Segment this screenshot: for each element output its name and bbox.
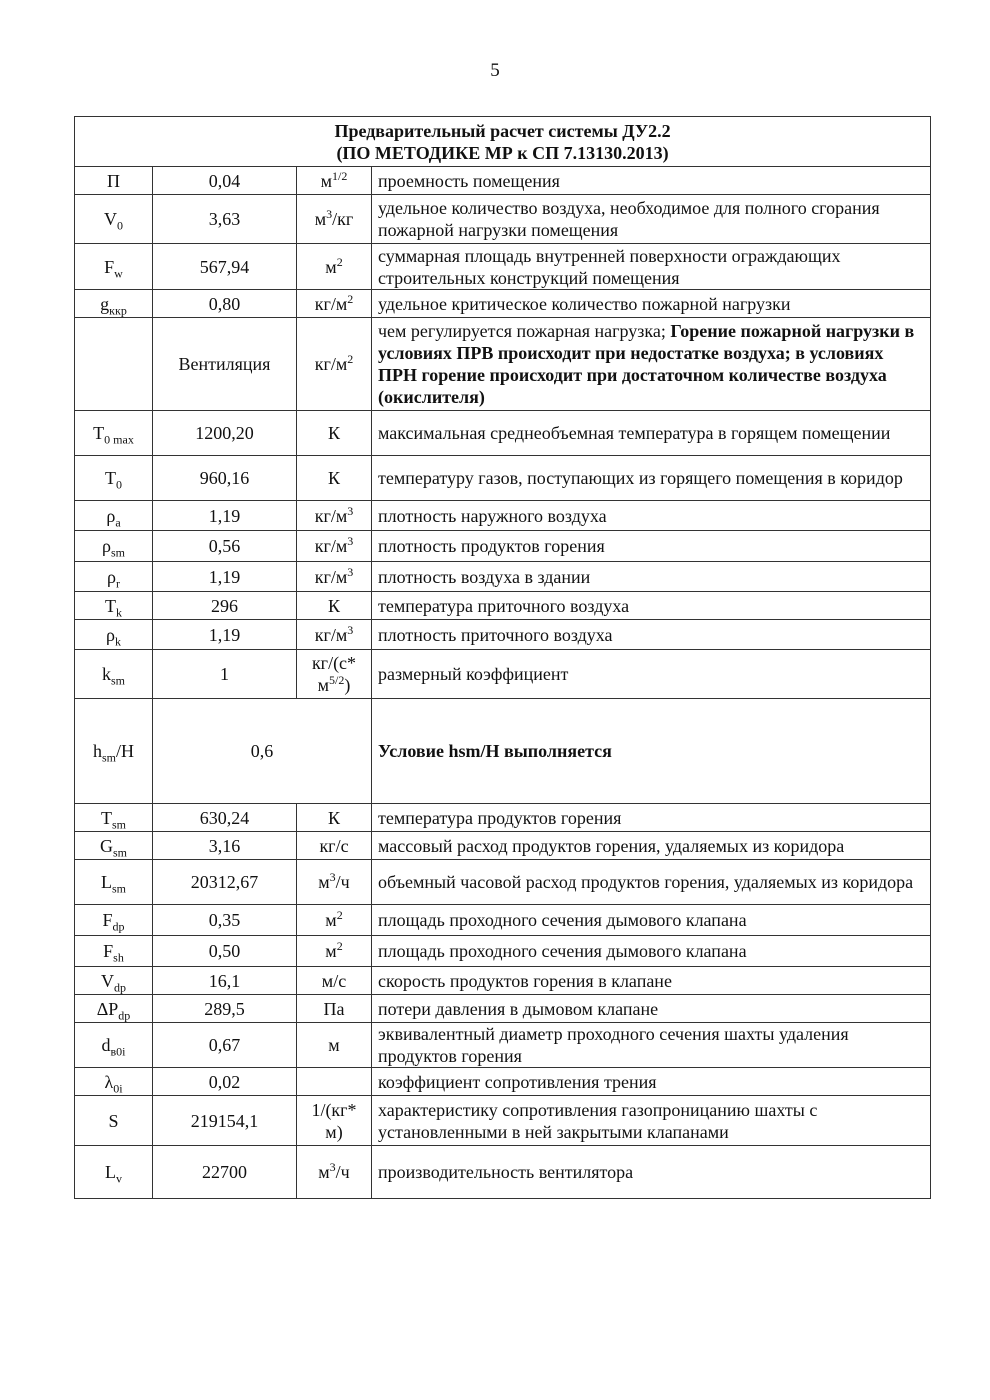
table-row (75, 1023, 931, 1068)
unit-tail: /ч (335, 1162, 350, 1182)
description-cell (372, 967, 931, 995)
symbol-subscript: sh (113, 950, 124, 965)
table-row (75, 456, 931, 501)
table-row (75, 620, 931, 650)
table-row (75, 501, 931, 531)
unit-text: кг/м (314, 293, 348, 314)
unit-cell (297, 650, 372, 699)
symbol-subscript: ккр (109, 303, 127, 318)
table-row (75, 995, 931, 1023)
symbol-text: V (104, 209, 117, 229)
table-row (75, 1096, 931, 1146)
symbol-cell (75, 967, 153, 995)
unit-superscript: 2 (336, 939, 343, 953)
unit-cell (297, 167, 372, 195)
symbol-subscript: r (115, 576, 120, 591)
unit-text: К (327, 595, 340, 616)
symbol-cell (75, 936, 153, 967)
unit-cell (297, 1096, 372, 1146)
description-text: максимальная среднеобъемная температура в горящем помещении (378, 423, 891, 443)
symbol-text: T (105, 595, 116, 616)
symbol-text: S (108, 1110, 119, 1131)
unit-text: м (328, 1035, 340, 1055)
unit-cell (297, 860, 372, 905)
symbol-subscript: sm (111, 881, 126, 896)
symbol-cell (75, 620, 153, 650)
symbol-subscript: a (115, 515, 121, 530)
symbol-cell (75, 501, 153, 531)
value-cell: 1200,20 (153, 411, 297, 456)
table-row (75, 699, 931, 804)
description-cell (372, 936, 931, 967)
unit-superscript: 3 (347, 503, 354, 518)
unit-superscript: 5/2 (329, 673, 345, 687)
unit-text: кг/м (314, 536, 348, 556)
unit-tail: /кг (332, 209, 354, 229)
unit-superscript: 3 (326, 207, 333, 221)
unit-superscript: 3 (329, 1160, 336, 1174)
symbol-cell (75, 244, 153, 290)
unit-text: м (314, 209, 327, 229)
symbol-subscript: sm (111, 817, 126, 832)
unit-cell (297, 995, 372, 1023)
description-cell (372, 905, 931, 936)
symbol-cell (75, 592, 153, 620)
unit-superscript: 1/2 (332, 168, 348, 183)
description-text: объемный часовой расход продуктов горения, удаляемых из коридора (378, 872, 914, 892)
value-cell: 0,50 (153, 936, 297, 967)
description-cell (372, 995, 931, 1023)
unit-text: кг/(с* м (311, 653, 357, 695)
symbol-text: ρ (106, 505, 116, 526)
description-cell (372, 1146, 931, 1199)
description-text: плотность продуктов горения (378, 536, 605, 556)
description-cell (372, 290, 931, 318)
description-cell (372, 1023, 931, 1068)
symbol-text: h (92, 741, 102, 761)
description-text: температуру газов, поступающих из горящего помещения в коридор (378, 468, 903, 488)
description-cell (372, 1068, 931, 1096)
description-cell (372, 456, 931, 501)
symbol-text: П (107, 170, 120, 191)
symbol-cell (75, 1023, 153, 1068)
table-row (75, 936, 931, 967)
symbol-subscript: в0i (110, 1044, 126, 1059)
symbol-tail: /H (116, 741, 134, 761)
symbol-cell (75, 318, 153, 411)
symbol-text: ΔP (96, 998, 119, 1019)
description-text: потери давления в дымовом клапане (378, 998, 659, 1019)
symbol-cell (75, 699, 153, 804)
symbol-subscript: dp (114, 980, 126, 995)
symbol-cell (75, 195, 153, 244)
unit-text: кг/м (314, 354, 348, 374)
table-title (75, 117, 931, 167)
value-cell: 1,19 (153, 501, 297, 531)
unit-cell (297, 804, 372, 832)
description-cell (372, 860, 931, 905)
table-row (75, 195, 931, 244)
table-row (75, 167, 931, 195)
symbol-cell (75, 167, 153, 195)
unit-cell (297, 936, 372, 967)
symbol-text: g (100, 293, 110, 314)
table-row (75, 860, 931, 905)
description-text: плотность воздуха в здании (378, 566, 591, 587)
value-cell: 289,5 (153, 995, 297, 1023)
unit-cell (297, 411, 372, 456)
unit-cell (297, 562, 372, 592)
description-text: коэффициент сопротивления трения (378, 1071, 657, 1092)
value-cell: 0,67 (153, 1023, 297, 1068)
value-cell: Вентиляция (153, 318, 297, 411)
description-text: проемность помещения (378, 170, 560, 191)
unit-cell (297, 244, 372, 290)
value-cell: 20312,67 (153, 860, 297, 905)
symbol-text: ρ (102, 536, 111, 556)
description-text: плотность наружного воздуха (378, 505, 607, 526)
symbol-text: V (101, 970, 114, 991)
value-cell: 1,19 (153, 620, 297, 650)
table-row (75, 290, 931, 318)
symbol-cell (75, 411, 153, 456)
description-cell (372, 592, 931, 620)
table-row (75, 531, 931, 562)
symbol-text: T (93, 423, 105, 443)
symbol-text: T (100, 807, 112, 828)
description-text: площадь проходного сечения дымового клапана (378, 941, 747, 961)
value-cell: 0,04 (153, 167, 297, 195)
unit-superscript: 3 (329, 870, 336, 884)
description-text: характеристику сопротивления газопроницанию шахты с установленными в ней закрытыми клапанами (378, 1099, 818, 1142)
description-cell (372, 1096, 931, 1146)
unit-text: К (327, 423, 340, 443)
unit-cell (297, 905, 372, 936)
symbol-text: d (101, 1035, 111, 1055)
symbol-text: T (105, 468, 116, 488)
symbol-cell (75, 1096, 153, 1146)
description-cell (372, 620, 931, 650)
symbol-subscript: v (116, 1171, 122, 1186)
unit-text: м (325, 941, 337, 961)
value-cell: 3,16 (153, 832, 297, 860)
symbol-subscript: w (114, 266, 123, 281)
symbol-cell (75, 531, 153, 562)
symbol-subscript: sm (112, 845, 127, 860)
unit-text: м (325, 910, 337, 930)
description-text: суммарная площадь внутренней поверхности ограждающих строительных конструкций помещения (378, 245, 841, 288)
table-title-line1: Предварительный расчет системы ДУ2.2 (334, 120, 671, 141)
description-cell (372, 531, 931, 562)
unit-tail: /ч (335, 872, 350, 892)
description-cell (372, 411, 931, 456)
unit-text: м (325, 256, 337, 277)
table-row (75, 244, 931, 290)
table-row (75, 804, 931, 832)
description-cell (372, 244, 931, 290)
unit-superscript: 2 (336, 254, 343, 269)
symbol-text: ρ (106, 624, 115, 645)
description-bold-text: Горение пожарной нагрузки в условиях ПРВ происходит при недостатке воздуха; в условиях ПРН горение происходит при достаточном количестве воздуха (окислителя) (378, 321, 915, 407)
value-cell: 0,35 (153, 905, 297, 936)
table-row (75, 318, 931, 411)
unit-text: 1/(кг* м) (311, 1099, 357, 1142)
description-text: производительность вентилятора (378, 1162, 634, 1182)
unit-superscript: 3 (347, 564, 354, 579)
description-text: размерный коэффициент (378, 664, 569, 684)
unit-cell (297, 456, 372, 501)
description-cell (372, 562, 931, 592)
unit-cell (297, 1068, 372, 1096)
value-cell: 960,16 (153, 456, 297, 501)
unit-cell (297, 1023, 372, 1068)
value-cell: 296 (153, 592, 297, 620)
symbol-text: G (99, 835, 113, 856)
symbol-cell (75, 290, 153, 318)
unit-superscript: 2 (347, 352, 354, 366)
symbol-subscript: k (114, 634, 121, 649)
unit-text: К (327, 468, 340, 488)
unit-superscript: 3 (347, 622, 354, 637)
table-row (75, 832, 931, 860)
description-text: удельное критическое количество пожарной нагрузки (378, 293, 791, 314)
symbol-subscript: dp (112, 919, 125, 934)
page-number: 5 (490, 60, 500, 81)
description-cell: Условие hsm/H выполняется (372, 699, 931, 804)
symbol-text: F (102, 910, 113, 930)
symbol-text: ρ (107, 566, 116, 587)
description-text: температура приточного воздуха (378, 595, 630, 616)
unit-cell (297, 290, 372, 318)
symbol-subscript: sm (101, 750, 116, 765)
unit-cell (297, 620, 372, 650)
description-cell (372, 832, 931, 860)
description-text: температура продуктов горения (378, 807, 622, 828)
symbol-cell (75, 1068, 153, 1096)
unit-superscript: 3 (347, 534, 354, 548)
description-cell (372, 650, 931, 699)
symbol-cell (75, 804, 153, 832)
unit-tail: ) (344, 675, 351, 695)
description-cell (372, 167, 931, 195)
unit-text: кг/м (314, 624, 348, 645)
symbol-subscript: k (116, 605, 122, 620)
value-cell: 219154,1 (153, 1096, 297, 1146)
symbol-cell (75, 995, 153, 1023)
symbol-cell (75, 650, 153, 699)
description-text: массовый расход продуктов горения, удаляемых из коридора (378, 835, 845, 856)
unit-cell (297, 967, 372, 995)
value-cell: 3,63 (153, 195, 297, 244)
unit-text: К (327, 807, 340, 828)
symbol-subscript: sm (110, 545, 125, 560)
table-row (75, 650, 931, 699)
unit-cell (297, 318, 372, 411)
value-cell: 0,6 (153, 699, 372, 804)
symbol-text: L (100, 872, 112, 892)
description-cell (372, 501, 931, 531)
unit-text: м/с (321, 970, 347, 991)
value-cell: 0,56 (153, 531, 297, 562)
symbol-cell (75, 1146, 153, 1199)
table-title-line2: (ПО МЕТОДИКЕ МР к СП 7.13130.2013) (336, 142, 669, 163)
symbol-subscript: 0 (117, 218, 123, 233)
value-cell: 0,02 (153, 1068, 297, 1096)
symbol-text: F (103, 941, 114, 961)
table-row (75, 905, 931, 936)
description-text: площадь проходного сечения дымового клапана (378, 910, 747, 930)
unit-superscript: 2 (336, 908, 343, 922)
unit-cell (297, 1146, 372, 1199)
table-row (75, 1146, 931, 1199)
unit-text: кг/м (314, 566, 348, 587)
table-row (75, 592, 931, 620)
description-text: чем регулируется пожарная нагрузка; (378, 321, 666, 341)
unit-cell (297, 195, 372, 244)
symbol-cell (75, 832, 153, 860)
value-cell: 1 (153, 650, 297, 699)
symbol-subscript: 0 max (104, 432, 134, 447)
description-text: скорость продуктов горения в клапане (378, 970, 672, 991)
description-text: эквивалентный диаметр проходного сечения шахты удаления продуктов горения (378, 1024, 849, 1066)
description-text: удельное количество воздуха, необходимое для полного сгорания пожарной нагрузки помещения (378, 198, 880, 240)
table-row (75, 1068, 931, 1096)
symbol-text: λ (104, 1071, 114, 1092)
value-cell: 22700 (153, 1146, 297, 1199)
value-cell: 16,1 (153, 967, 297, 995)
unit-cell (297, 592, 372, 620)
table-row (75, 967, 931, 995)
symbol-cell (75, 456, 153, 501)
symbol-cell (75, 860, 153, 905)
symbol-subscript: sm (110, 673, 125, 688)
value-cell: 630,24 (153, 804, 297, 832)
symbol-subscript: 0i (113, 1081, 123, 1096)
unit-text: кг/м (314, 505, 348, 526)
calculation-table (74, 116, 931, 1199)
description-cell (372, 804, 931, 832)
table-title-row (75, 117, 931, 167)
symbol-subscript: dp (118, 1008, 131, 1023)
value-cell: 567,94 (153, 244, 297, 290)
symbol-cell (75, 562, 153, 592)
table-row (75, 562, 931, 592)
unit-cell (297, 501, 372, 531)
unit-text: м (318, 872, 330, 892)
description-text: плотность приточного воздуха (378, 624, 613, 645)
table-row (75, 411, 931, 456)
description-cell (372, 318, 931, 411)
unit-text: Па (323, 998, 345, 1019)
description-cell (372, 195, 931, 244)
value-cell: 0,80 (153, 290, 297, 318)
unit-cell (297, 531, 372, 562)
value-cell: 1,19 (153, 562, 297, 592)
unit-superscript: 2 (347, 291, 354, 306)
symbol-text: L (105, 1162, 116, 1182)
symbol-subscript: 0 (116, 477, 122, 492)
unit-text: м (320, 170, 333, 191)
symbol-cell (75, 905, 153, 936)
symbol-text: F (104, 256, 115, 277)
unit-text: кг/с (319, 835, 349, 856)
unit-text: м (318, 1162, 330, 1182)
unit-cell (297, 832, 372, 860)
symbol-text: k (101, 664, 111, 684)
